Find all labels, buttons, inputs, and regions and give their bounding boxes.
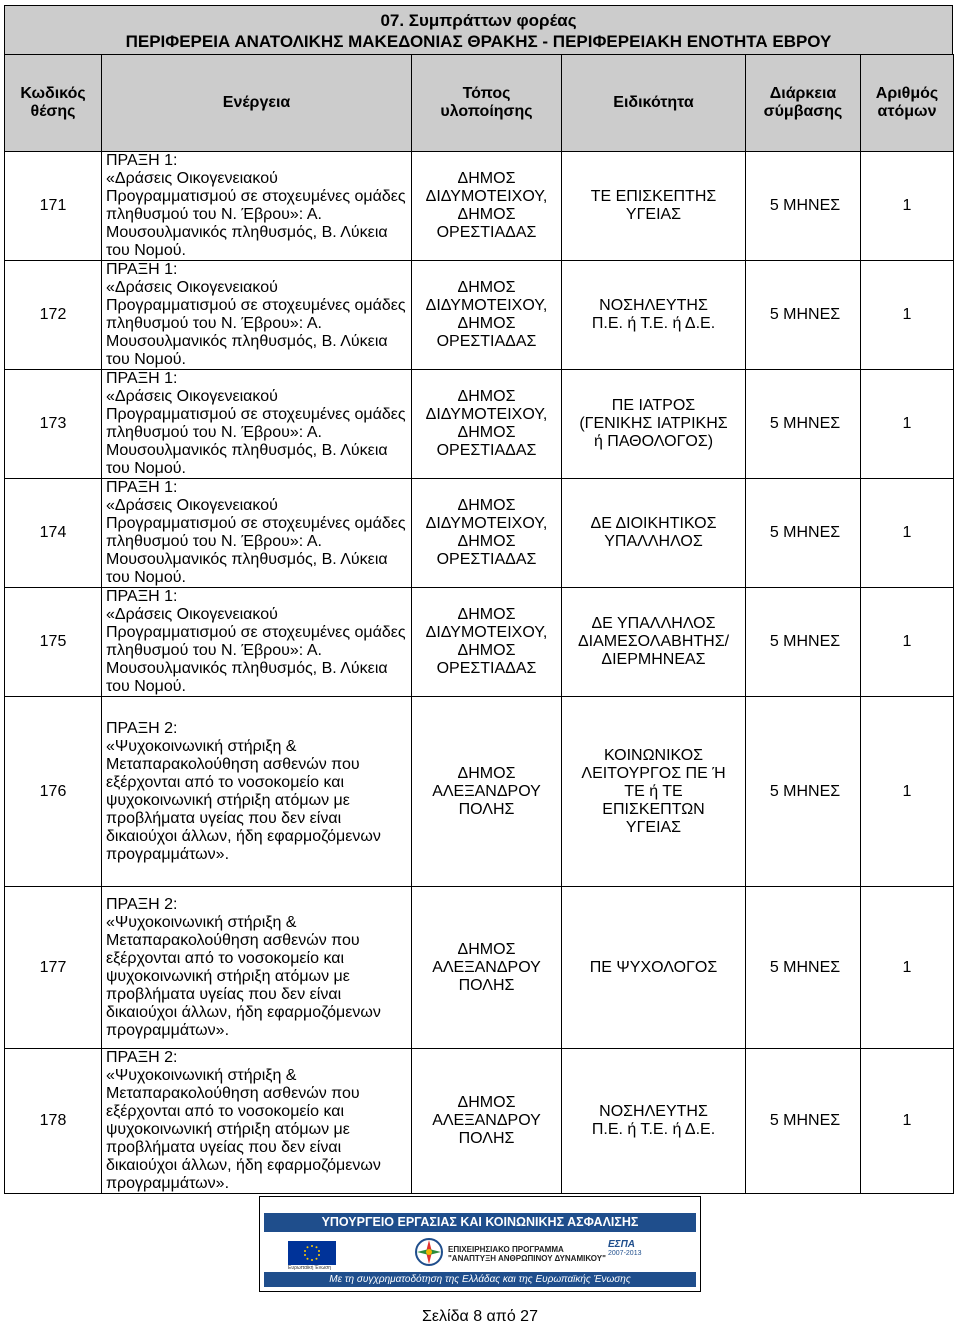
cell-count: 1 [861,479,954,588]
table-row [5,261,954,370]
cell-specialty: ΠΕ ΨΥΧΟΛΟΓΟΣ [562,887,746,1049]
cell-duration: 5 ΜΗΝΕΣ [746,261,861,370]
cell-code: 171 [5,152,102,261]
espa-label: ΕΣΠΑ [608,1239,635,1250]
cell-code: 173 [5,370,102,479]
cofinancing-band: Με τη συγχρηματοδότηση της Ελλάδας και της Ευρωπαϊκής Ένωσης [264,1272,696,1287]
title-line-1: 07. Συμπράττων φορέας [380,11,577,30]
cell-duration: 5 ΜΗΝΕΣ [746,1049,861,1194]
cell-code: 174 [5,479,102,588]
espa-years: 2007-2013 [608,1250,642,1257]
column-header-count: Αριθμός ατόμων [861,55,954,152]
cell-duration: 5 ΜΗΝΕΣ [746,697,861,887]
cell-specialty: ΔΕ ΔΙΟΙΚΗΤΙΚΟΣ ΥΠΑΛΛΗΛΟΣ [562,479,746,588]
cell-code: 175 [5,588,102,697]
cell-specialty: ΚΟΙΝΩΝΙΚΟΣ ΛΕΙΤΟΥΡΓΟΣ ΠΕ Ή ΤΕ ή ΤΕ ΕΠΙΣΚΕΠΤΩΝ ΥΓΕΙΑΣ [562,697,746,887]
cell-count: 1 [861,1049,954,1194]
table-title [4,5,953,54]
cell-place: ΔΗΜΟΣ ΔΙΔΥΜΟΤΕΙΧΟΥ, ΔΗΜΟΣ ΟΡΕΣΤΙΑΔΑΣ [412,479,562,588]
cell-specialty: ΝΟΣΗΛΕΥΤΗΣ Π.Ε. ή Τ.Ε. ή Δ.Ε. [562,1049,746,1194]
cell-place: ΔΗΜΟΣ ΔΙΔΥΜΟΤΕΙΧΟΥ, ΔΗΜΟΣ ΟΡΕΣΤΙΑΔΑΣ [412,261,562,370]
table-row [5,887,954,1049]
table-header-row [5,55,954,152]
cell-duration: 5 ΜΗΝΕΣ [746,479,861,588]
cell-count: 1 [861,887,954,1049]
eu-flag-icon [288,1241,336,1265]
cell-specialty: ΠΕ ΙΑΤΡΟΣ (ΓΕΝΙΚΗΣ ΙΑΤΡΙΚΗΣ ή ΠΑΘΟΛΟΓΟΣ) [562,370,746,479]
cell-count: 1 [861,588,954,697]
table-row [5,697,954,887]
table-row [5,152,954,261]
cell-specialty: ΝΟΣΗΛΕΥΤΗΣ Π.Ε. ή Τ.Ε. ή Δ.Ε. [562,261,746,370]
programme-name: ΕΠΙΧΕΙΡΗΣΙΑΚΟ ΠΡΟΓΡΑΜΜΑ "ΑΝΑΠΤΥΞΗ ΑΝΘΡΩΠΙΝΟΥ ΔΥΝΑΜΙΚΟΥ" [448,1245,606,1263]
cell-count: 1 [861,697,954,887]
cell-specialty: ΔΕ ΥΠΑΛΛΗΛΟΣ ΔΙΑΜΕΣΟΛΑΒΗΤΗΣ/ ΔΙΕΡΜΗΝΕΑΣ [562,588,746,697]
cell-place: ΔΗΜΟΣ ΑΛΕΞΑΝΔΡΟΥ ΠΟΛΗΣ [412,1049,562,1194]
cell-specialty: ΤΕ ΕΠΙΣΚΕΠΤΗΣ ΥΓΕΙΑΣ [562,152,746,261]
eu-caption: Ευρωπαϊκή Ένωση [288,1265,331,1271]
title-line-2: ΠΕΡΙΦΕΡΕΙΑ ΑΝΑΤΟΛΙΚΗΣ ΜΑΚΕΔΟΝΙΑΣ ΘΡΑΚΗΣ - ΠΕΡΙΦΕΡΕΙΑΚΗ ΕΝΟΤΗΤΑ ΕΒΡΟΥ [125,32,832,51]
cell-duration: 5 ΜΗΝΕΣ [746,152,861,261]
column-header-code: Κωδικός θέσης [5,55,102,152]
cell-action: ΠΡΑΞΗ 1: «Δράσεις Οικογενειακού Προγραμματισμού σε στοχευμένες ομάδες πληθυσμού του Ν. Έβρου»: Α. Μουσουλμανικός πληθυσμός, Β. Λύκεια του Νομού. [102,588,412,697]
cell-action: ΠΡΑΞΗ 1: «Δράσεις Οικογενειακού Προγραμματισμού σε στοχευμένες ομάδες πληθυσμού του Ν. Έβρου»: Α. Μουσουλμανικός πληθυσμός, Β. Λύκεια του Νομού. [102,370,412,479]
cell-count: 1 [861,370,954,479]
cell-count: 1 [861,152,954,261]
table-row [5,370,954,479]
cell-action: ΠΡΑΞΗ 1: «Δράσεις Οικογενειακού Προγραμματισμού σε στοχευμένες ομάδες πληθυσμού του Ν. Έβρου»: Α. Μουσουλμανικός πληθυσμός, Β. Λύκεια του Νομού. [102,261,412,370]
cell-place: ΔΗΜΟΣ ΔΙΔΥΜΟΤΕΙΧΟΥ, ΔΗΜΟΣ ΟΡΕΣΤΙΑΔΑΣ [412,152,562,261]
ministry-band: ΥΠΟΥΡΓΕΙΟ ΕΡΓΑΣΙΑΣ ΚΑΙ ΚΟΙΝΩΝΙΚΗΣ ΑΣΦΑΛΙΣΗΣ [264,1213,696,1232]
cell-action: ΠΡΑΞΗ 1: «Δράσεις Οικογενειακού Προγραμματισμού σε στοχευμένες ομάδες πληθυσμού του Ν. Έβρου»: Α. Μουσουλμανικός πληθυσμός, Β. Λύκεια του Νομού. [102,479,412,588]
page-number: Σελίδα 8 από 27 [422,1308,538,1325]
column-header-duration: Διάρκεια σύμβασης [746,55,861,152]
cell-duration: 5 ΜΗΝΕΣ [746,588,861,697]
cell-place: ΔΗΜΟΣ ΔΙΔΥΜΟΤΕΙΧΟΥ, ΔΗΜΟΣ ΟΡΕΣΤΙΑΔΑΣ [412,588,562,697]
column-header-place: Τόπος υλοποίησης [412,55,562,152]
cell-duration: 5 ΜΗΝΕΣ [746,887,861,1049]
programme-logo-icon [414,1237,444,1267]
positions-table [4,54,954,1194]
cell-place: ΔΗΜΟΣ ΑΛΕΞΑΝΔΡΟΥ ΠΟΛΗΣ [412,887,562,1049]
cell-action: ΠΡΑΞΗ 2: «Ψυχοκοινωνική στήριξη & Μεταπαρακολούθηση ασθενών που εξέρχονται από το νοσοκομείο και ψυχοκοινωνική στήριξη ατόμων με προβλήματα υγείας που δεν είναι δικαιούχοι άλλων, ήδη εφαρμοζόμενων προγραμμάτων». [102,1049,412,1194]
funding-banner [259,1196,701,1292]
table-row [5,1049,954,1194]
column-header-action: Ενέργεια [102,55,412,152]
cell-code: 172 [5,261,102,370]
cell-action: ΠΡΑΞΗ 2: «Ψυχοκοινωνική στήριξη & Μεταπαρακολούθηση ασθενών που εξέρχονται από το νοσοκομείο και ψυχοκοινωνική στήριξη ατόμων με προβλήματα υγείας που δεν είναι δικαιούχοι άλλων, ήδη εφαρμοζόμενων προγραμμάτων». [102,887,412,1049]
cell-place: ΔΗΜΟΣ ΔΙΔΥΜΟΤΕΙΧΟΥ, ΔΗΜΟΣ ΟΡΕΣΤΙΑΔΑΣ [412,370,562,479]
espa-logo [608,1239,664,1265]
cell-action: ΠΡΑΞΗ 2: «Ψυχοκοινωνική στήριξη & Μεταπαρακολούθηση ασθενών που εξέρχονται από το νοσοκομείο και ψυχοκοινωνική στήριξη ατόμων με προβλήματα υγείας που δεν είναι δικαιούχοι άλλων, ήδη εφαρμοζόμενων προγραμμάτων». [102,697,412,887]
cell-action: ΠΡΑΞΗ 1: «Δράσεις Οικογενειακού Προγραμματισμού σε στοχευμένες ομάδες πληθυσμού του Ν. Έβρου»: Α. Μουσουλμανικός πληθυσμός, Β. Λύκεια του Νομού. [102,152,412,261]
table-row [5,588,954,697]
cell-place: ΔΗΜΟΣ ΑΛΕΞΑΝΔΡΟΥ ΠΟΛΗΣ [412,697,562,887]
column-header-specialty: Ειδικότητα [562,55,746,152]
cell-code: 176 [5,697,102,887]
logo-row [264,1235,696,1269]
cell-duration: 5 ΜΗΝΕΣ [746,370,861,479]
cell-code: 177 [5,887,102,1049]
cell-code: 178 [5,1049,102,1194]
table-row [5,479,954,588]
cell-count: 1 [861,261,954,370]
